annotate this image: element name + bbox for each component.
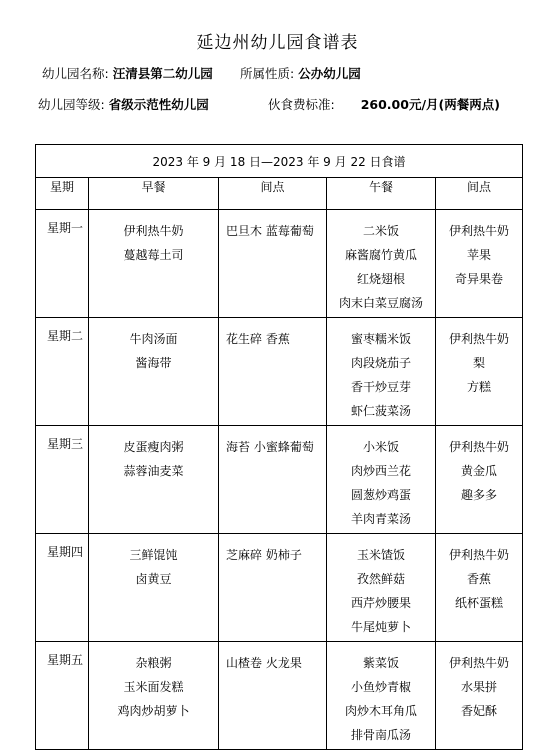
kindergarten-name-value: 汪清县第二幼儿园 (112, 66, 213, 81)
lunch-cell (327, 642, 436, 750)
menu-item: 伊利热牛奶 (449, 548, 510, 562)
menu-item: 伊利热牛奶 (449, 332, 510, 346)
afternoon-snack-cell (436, 642, 523, 750)
menu-item: 玉米面发糕 (123, 680, 184, 694)
menu-item: 二米饭 (362, 224, 399, 238)
menu-item: 圆葱炒鸡蛋 (350, 488, 411, 502)
day-cell: 星期四 (36, 534, 89, 642)
breakfast-items (89, 426, 218, 483)
lunch-items (327, 426, 435, 531)
morning-snack-cell (219, 426, 327, 534)
menu-item: 伊利热牛奶 (449, 224, 510, 238)
afternoon-snack-cell (436, 210, 523, 318)
menu-item: 牛尾炖萝卜 (350, 620, 411, 634)
menu-item: 肉炒西兰花 (350, 464, 411, 478)
breakfast-cell (89, 318, 219, 426)
menu-item: 牛肉汤面 (129, 332, 178, 346)
menu-item: 黄金瓜 (461, 464, 498, 478)
lunch-cell (327, 426, 436, 534)
morning-snack-items (219, 318, 326, 351)
menu-item: 花生碎 香蕉 (226, 332, 290, 346)
lunch-cell (327, 210, 436, 318)
table-row (36, 318, 523, 426)
menu-item: 小米饭 (362, 440, 399, 454)
breakfast-items (89, 210, 218, 267)
table-row (36, 426, 523, 534)
menu-item: 杂粮粥 (135, 656, 172, 670)
morning-snack-cell (219, 318, 327, 426)
menu-item: 紫菜饭 (362, 656, 399, 670)
morning-snack-items (219, 642, 326, 675)
afternoon-snack-items (436, 318, 522, 399)
menu-item: 蔓越莓土司 (123, 248, 184, 262)
menu-item: 伊利热牛奶 (123, 224, 184, 238)
breakfast-cell (89, 642, 219, 750)
menu-item: 趣多多 (461, 488, 498, 502)
menu-item: 芝麻碎 奶柿子 (226, 548, 302, 562)
table-row (36, 642, 523, 750)
menu-item: 纸杯蛋糕 (455, 596, 504, 610)
menu-item: 奇异果卷 (455, 272, 504, 286)
day-cell: 星期三 (36, 426, 89, 534)
page-title: 延边州幼儿园食谱表 (196, 33, 359, 53)
afternoon-snack-cell (436, 534, 523, 642)
kindergarten-name-row (42, 64, 213, 82)
menu-item: 排骨南瓜汤 (350, 728, 411, 742)
menu-item: 香妃酥 (461, 704, 498, 718)
day-cell: 星期一 (36, 210, 89, 318)
menu-item: 山楂卷 火龙果 (226, 656, 302, 670)
breakfast-items (89, 534, 218, 591)
menu-item: 孜然鲜菇 (356, 572, 405, 586)
breakfast-items (89, 318, 218, 375)
kindergarten-name-label: 幼儿园名称: (42, 66, 109, 81)
breakfast-cell (89, 210, 219, 318)
header-lunch: 午餐 (327, 178, 436, 210)
menu-item: 羊肉青菜汤 (350, 512, 411, 526)
breakfast-cell (89, 534, 219, 642)
morning-snack-cell (219, 534, 327, 642)
header-row (36, 178, 523, 210)
morning-snack-items (219, 210, 326, 243)
menu-item: 伊利热牛奶 (449, 440, 510, 454)
lunch-items (327, 642, 435, 747)
menu-item: 水果拼 (461, 680, 498, 694)
menu-item: 红烧翅根 (356, 272, 405, 286)
menu-item: 海苔 小蜜蜂葡萄 (226, 440, 314, 454)
day-cell: 星期二 (36, 318, 89, 426)
grade-value: 省级示范性幼儿园 (108, 97, 209, 112)
afternoon-snack-items (436, 534, 522, 615)
ownership-value: 公办幼儿园 (298, 66, 361, 81)
lunch-items (327, 534, 435, 639)
menu-item: 香干炒豆芽 (350, 380, 411, 394)
morning-snack-cell (219, 210, 327, 318)
morning-snack-items (219, 534, 326, 567)
afternoon-snack-items (436, 426, 522, 507)
menu-table (35, 144, 523, 750)
menu-item: 伊利热牛奶 (449, 656, 510, 670)
date-range-caption: 2023 年 9 月 18 日—2023 年 9 月 22 日食谱 (36, 145, 523, 178)
header-breakfast: 早餐 (89, 178, 219, 210)
morning-snack-items (219, 426, 326, 459)
menu-item: 麻酱腐竹黄瓜 (344, 248, 417, 262)
morning-snack-cell (219, 642, 327, 750)
header-day: 星期 (36, 178, 89, 210)
table-row (36, 210, 523, 318)
afternoon-snack-items (436, 642, 522, 723)
menu-item: 皮蛋瘦肉粥 (123, 440, 184, 454)
header-snack-morning: 间点 (219, 178, 327, 210)
breakfast-cell (89, 426, 219, 534)
menu-item: 肉段烧茄子 (350, 356, 411, 370)
breakfast-items (89, 642, 218, 723)
menu-item: 三鲜馄饨 (129, 548, 178, 562)
lunch-cell (327, 318, 436, 426)
lunch-cell (327, 534, 436, 642)
menu-item: 虾仁菠菜汤 (350, 404, 411, 418)
lunch-items (327, 318, 435, 423)
menu-item: 卤黄豆 (135, 572, 172, 586)
lunch-items (327, 210, 435, 315)
menu-item: 巴旦木 蓝莓葡萄 (226, 224, 314, 238)
afternoon-snack-cell (436, 318, 523, 426)
menu-item: 香蕉 (467, 572, 492, 586)
ownership-row (240, 64, 361, 82)
menu-item: 肉末白菜豆腐汤 (338, 296, 423, 310)
menu-item: 酱海带 (135, 356, 172, 370)
menu-item: 肉炒木耳角瓜 (344, 704, 417, 718)
fee-value: 260.00元/月(两餐两点) (360, 97, 500, 112)
fee-row (268, 95, 500, 113)
grade-label: 幼儿园等级: (38, 97, 105, 112)
header-snack-afternoon: 间点 (436, 178, 523, 210)
menu-item: 梨 (473, 356, 486, 370)
caption-row (36, 145, 523, 178)
menu-item: 西芹炒腰果 (350, 596, 411, 610)
menu-item: 苹果 (467, 248, 492, 262)
menu-item: 蒜蓉油麦菜 (123, 464, 184, 478)
afternoon-snack-cell (436, 426, 523, 534)
table-row (36, 534, 523, 642)
menu-item: 小鱼炒青椒 (350, 680, 411, 694)
fee-label: 伙食费标准: (268, 97, 335, 112)
menu-item: 鸡肉炒胡萝卜 (117, 704, 190, 718)
menu-item: 方糕 (467, 380, 492, 394)
grade-row (38, 95, 209, 113)
afternoon-snack-items (436, 210, 522, 291)
menu-item: 玉米馇饭 (356, 548, 405, 562)
day-cell: 星期五 (36, 642, 89, 750)
menu-item: 蜜枣糯米饭 (350, 332, 411, 346)
ownership-label: 所属性质: (240, 66, 295, 81)
